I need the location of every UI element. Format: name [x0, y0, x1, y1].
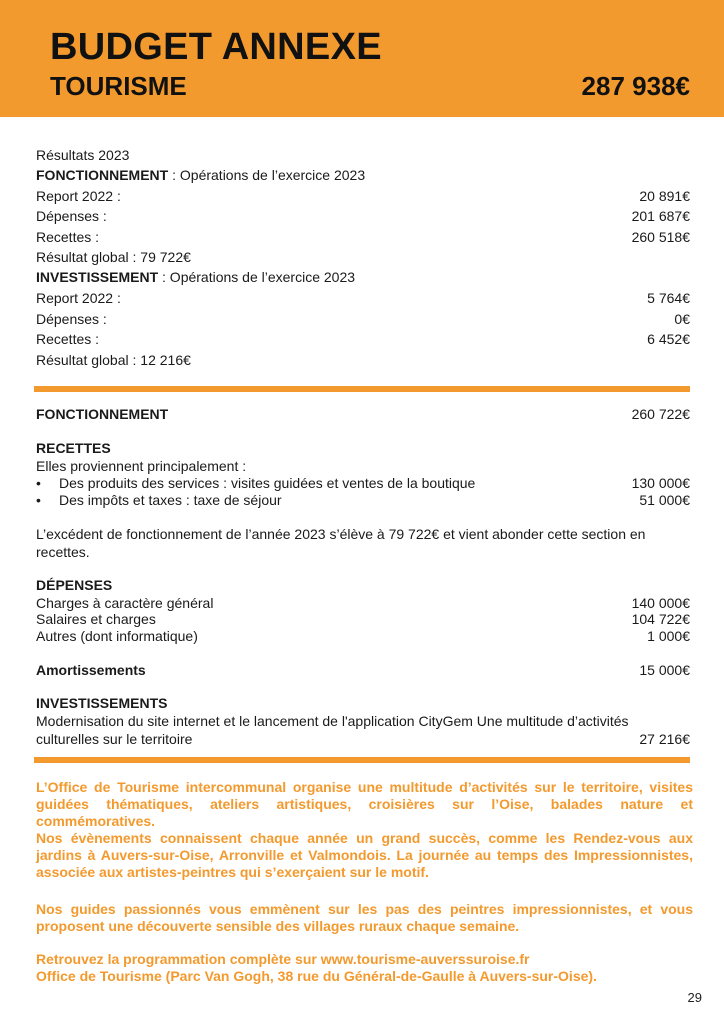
results-invest-report-row: [36, 289, 690, 307]
promo-paragraph: L’Office de Tourisme intercommunal organise une multitude d’activités sur le territoire, visites guidées thématiques, ateliers artistiques, croisières sur l’Oise, balades nature et commémoratives.: [36, 779, 693, 829]
results-fonct-depenses-value: 201 687€: [631, 208, 690, 224]
results-fonct-recettes-value: 260 518€: [631, 229, 690, 245]
depenses-item-value: 140 000€: [631, 595, 690, 611]
results-invest-header-row: [36, 268, 690, 286]
fonctionnement-value: 260 722€: [631, 406, 690, 422]
results-fonct-global-row: [36, 248, 690, 266]
bullet-icon: •: [36, 492, 41, 508]
depenses-item-label: Charges à caractère général: [36, 595, 214, 611]
results-fonct-recettes-label: Recettes :: [36, 229, 100, 245]
depenses-item-row: [36, 627, 690, 645]
recettes-heading: RECETTES: [36, 440, 111, 456]
recettes-item-label: Des produits des services : visites guidées et ventes de la boutique: [59, 475, 476, 491]
recettes-item-row: [36, 491, 690, 509]
promo-contact-line: Retrouvez la programmation complète sur www.tourisme-auverssuroise.fr: [36, 951, 530, 967]
page-number: 29: [687, 990, 702, 1005]
depenses-item-value: 104 722€: [631, 611, 690, 627]
investissements-line-row: [36, 712, 690, 730]
recettes-item-row: [36, 474, 690, 492]
results-invest-depenses-row: [36, 310, 690, 328]
results-invest-depenses-value: 0€: [674, 311, 690, 327]
page-title: BUDGET ANNEXE: [50, 26, 382, 68]
results-invest-report-label: Report 2022 :: [36, 290, 121, 306]
results-fonct-depenses-row: [36, 207, 690, 225]
results-invest-recettes-value: 6 452€: [647, 331, 690, 347]
results-fonct-report-label: Report 2022 :: [36, 188, 121, 204]
depenses-item-label: Autres (dont informatique): [36, 628, 198, 644]
amortissements-row: [36, 661, 690, 679]
results-invest-depenses-label: Dépenses :: [36, 311, 107, 327]
recettes-item-value: 130 000€: [631, 475, 690, 491]
results-invest-desc: : Opérations de l’exercice 2023: [158, 269, 356, 285]
investissements-line1: Modernisation du site internet et le lancement de l'application CityGem Une multitude d’activités: [36, 713, 629, 729]
results-fonct-depenses-label: Dépenses :: [36, 208, 107, 224]
recettes-intro: Elles proviennent principalement :: [36, 458, 247, 474]
fonctionnement-row: [36, 405, 690, 423]
results-fonct-header-row: [36, 166, 690, 184]
depenses-item-label: Salaires et charges: [36, 611, 156, 627]
header-banner: [0, 0, 724, 117]
section-divider: [34, 386, 690, 392]
results-fonct-label: FONCTIONNEMENT: [36, 167, 169, 183]
results-invest-recettes-label: Recettes :: [36, 331, 100, 347]
results-fonct-desc: : Opérations de l’exercice 2023: [168, 167, 366, 183]
promo-paragraph: Nos guides passionnés vous emmènent sur les pas des peintres impressionnistes, et vous proposent une découverte sensible des villages ruraux chaque semaine.: [36, 901, 693, 934]
recettes-item-value: 51 000€: [639, 492, 690, 508]
investissements-heading-row: [36, 694, 690, 712]
investissements-heading: INVESTISSEMENTS: [36, 695, 168, 711]
results-heading-row: [36, 146, 690, 164]
depenses-heading-row: [36, 576, 690, 594]
recettes-intro-row: [36, 457, 690, 475]
results-invest-report-value: 5 764€: [647, 290, 690, 306]
depenses-item-row: [36, 610, 690, 628]
page-subtitle: TOURISME: [50, 71, 187, 101]
bullet-icon: •: [36, 475, 41, 491]
results-invest-global-row: [36, 351, 690, 369]
budget-total: 287 938€: [581, 71, 690, 101]
investissements-line-row: [36, 730, 690, 748]
results-invest-recettes-row: [36, 330, 690, 348]
results-fonct-report-value: 20 891€: [639, 188, 690, 204]
section-divider: [34, 757, 690, 763]
results-fonct-recettes-row: [36, 228, 690, 246]
investissements-value: 27 216€: [639, 731, 690, 747]
amortissements-value: 15 000€: [639, 662, 690, 678]
promo-paragraph: Nos évènements connaissent chaque année un grand succès, comme les Rendez-vous aux jardins à Auvers-sur-Oise, Arronville et Valmondois. La journée au temps des Impressionnistes, associée aux artistes-peintres qui s’exerçaient sur le motif.: [36, 830, 693, 880]
results-invest-global: Résultat global : 12 216€: [36, 352, 191, 368]
promo-contact-line: Office de Tourisme (Parc Van Gogh, 38 rue du Général-de-Gaulle à Auvers-sur-Oise).: [36, 968, 597, 984]
amortissements-label: Amortissements: [36, 662, 146, 678]
results-fonct-global: Résultat global : 79 722€: [36, 249, 191, 265]
depenses-heading: DÉPENSES: [36, 577, 113, 593]
results-invest-label: INVESTISSEMENT: [36, 269, 159, 285]
investissements-line2: culturelles sur le territoire: [36, 731, 193, 747]
fonctionnement-label: FONCTIONNEMENT: [36, 406, 169, 422]
depenses-item-value: 1 000€: [647, 628, 690, 644]
recettes-heading-row: [36, 439, 690, 457]
results-heading: Résultats 2023: [36, 147, 130, 163]
recettes-item-label: Des impôts et taxes : taxe de séjour: [59, 492, 282, 508]
results-fonct-report-row: [36, 187, 690, 205]
recettes-note: L’excédent de fonctionnement de l’année 2023 s’élève à 79 722€ et vient abonder cette section en recettes.: [36, 526, 646, 560]
